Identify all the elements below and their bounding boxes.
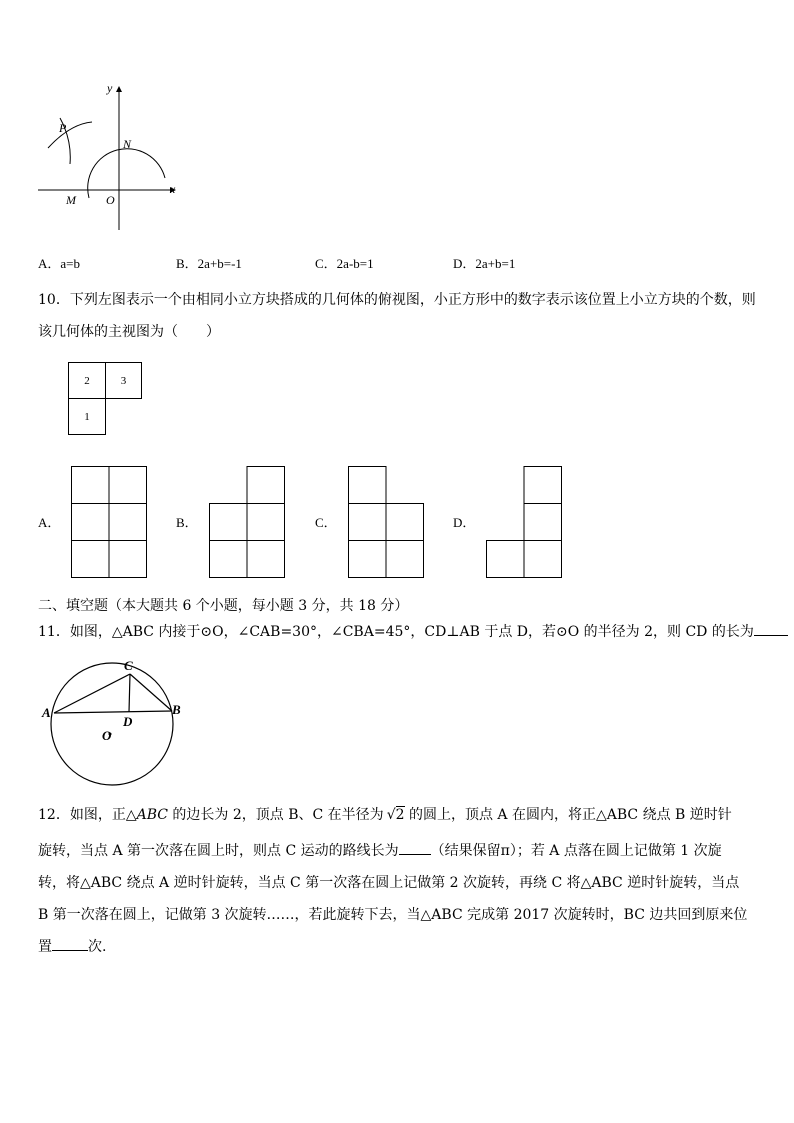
label-p: P [59, 121, 67, 135]
q12-line1-a: 12．如图，正△ [38, 807, 137, 823]
q9-coordinate-figure [30, 80, 190, 240]
q10-option-d: D． [453, 515, 476, 530]
label-b: B [172, 702, 181, 717]
top-view-cell: 2 [68, 362, 106, 399]
label-c: C [124, 658, 133, 673]
q12-line5-b: 次. [88, 939, 107, 955]
q9-option-d: D．2a+b=1 [453, 256, 516, 271]
q10-option-b-figure [209, 466, 286, 579]
q12-line1 [38, 805, 732, 825]
q9-option-a: A．a=b [38, 256, 80, 271]
top-view-cell: 3 [105, 362, 142, 399]
label-x: x [170, 182, 176, 196]
label-y: y [107, 81, 113, 95]
q9-option-c: C．2a-b=1 [315, 256, 374, 271]
q9-option-b: B．2a+b=-1 [176, 256, 242, 271]
q12-line2 [38, 841, 722, 861]
q12-line1-c: 的边长为 2，顶点 B、C 在半径为 [167, 807, 384, 823]
y-axis-arrow-icon [116, 86, 122, 92]
q12-blank-1[interactable] [399, 854, 431, 855]
q11-answer-blank[interactable] [754, 635, 788, 636]
q10-stem-line1: 10．下列左图表示一个由相同小立方块搭成的几何体的俯视图，小正方形中的数字表示该位置上小立方块的个数，则 [38, 292, 756, 308]
q12-line2-b: （结果保留π）；若 A 点落在圆上记做第 1 次旋 [430, 843, 722, 859]
q10-option-a: A． [38, 515, 61, 530]
label-m: M [66, 193, 76, 207]
q10-stem-line2: 该几何体的主视图为（ ） [38, 324, 220, 340]
segment-ab [54, 711, 172, 713]
origin-arc [88, 149, 165, 198]
q11-circle-figure [38, 654, 188, 790]
arc-p-1 [48, 122, 92, 148]
section-2-title: 二、填空题（本大题共 6 个小题，每小题 3 分，共 18 分） [38, 598, 409, 614]
q12-line1-d: 的圆上，顶点 A 在圆内，将正△ABC 绕点 B 逆时针 [404, 807, 732, 823]
top-view-cell: 1 [68, 398, 106, 435]
label-o: O [106, 193, 115, 207]
sqrt-symbol: √2 [386, 807, 405, 823]
label-n: N [123, 137, 132, 151]
q11-stem [38, 622, 788, 642]
label-o: O [102, 728, 112, 743]
q11-stem-text: 11．如图，△ABC 内接于⊙O，∠CAB=30°，∠CBA=45°，CD⊥AB 于点 D，若⊙O 的半径为 2，则 CD 的长为 [38, 624, 754, 640]
q10-option-a-figure [71, 466, 148, 579]
q10-option-c: C． [315, 515, 337, 530]
q12-line1-b: ABC [136, 807, 168, 823]
segment-bc [130, 674, 172, 711]
label-d: D [123, 714, 133, 729]
q12-line2-a: 旋转，当点 A 第一次落在圆上时，则点 C 运动的路线长为 [38, 843, 399, 859]
q12-line5 [38, 937, 106, 957]
circle-o [51, 663, 173, 785]
q10-option-b: B． [176, 515, 198, 530]
q12-line3: 转，将△ABC 绕点 A 逆时针旋转，当点 C 第一次落在圆上记做第 2 次旋转，再绕 C 将△ABC 逆时针旋转，当点 [38, 875, 740, 891]
q12-line4: B 第一次落在圆上，记做第 3 次旋转……，若此旋转下去，当△ABC 完成第 2017 次旋转时，BC 边共回到原来位 [38, 907, 748, 923]
q12-line5-a: 置 [38, 939, 52, 955]
label-a: A [42, 705, 51, 720]
segment-cd [129, 674, 130, 712]
q10-option-d-figure [486, 466, 563, 579]
q10-option-c-figure [348, 466, 425, 579]
sqrt-radicand: 2 [395, 807, 405, 823]
segment-ac [54, 674, 130, 713]
q12-blank-2[interactable] [52, 950, 88, 951]
